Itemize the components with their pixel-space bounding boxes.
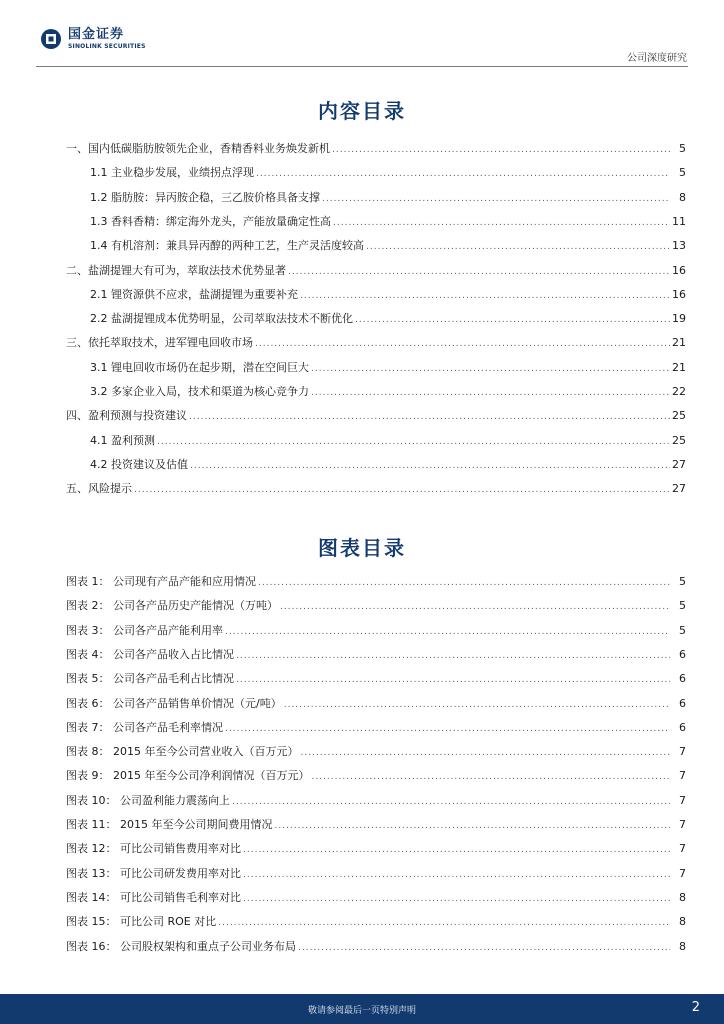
dot-leader <box>322 194 670 204</box>
dot-leader <box>243 894 670 904</box>
toc-entry-page: 5 <box>679 166 686 180</box>
toc-entry-page: 7 <box>679 866 686 880</box>
dot-leader <box>256 169 670 179</box>
toc-entry-page: 6 <box>679 672 686 686</box>
dot-leader <box>366 242 670 252</box>
dot-leader <box>280 602 670 612</box>
toc-entry[interactable] <box>66 865 686 885</box>
dot-leader <box>311 364 670 374</box>
toc-entry[interactable] <box>90 359 686 379</box>
toc-entry-label: 四、盈利预测与投资建议 <box>66 409 187 423</box>
dot-leader <box>333 218 670 228</box>
toc-entry[interactable] <box>90 383 686 403</box>
toc-entry[interactable] <box>66 140 686 160</box>
toc-entry[interactable] <box>66 480 686 500</box>
toc-entry-label: 图表 3： 公司各产品产能利用率 <box>66 623 223 637</box>
toc-entry-label: 一、国内低碳脂肪胺领先企业，香精香料业务焕发新机 <box>66 142 330 155</box>
toc-entry-label: 1.2 脂肪胺：异丙胺企稳，三乙胺价格具备支撑 <box>90 190 320 204</box>
toc-entry-label: 2.2 盐湖提锂成本优势明显，公司萃取法技术不断优化 <box>90 312 353 326</box>
company-logo <box>40 28 146 50</box>
toc-entry-label: 1.3 香料香精：绑定海外龙头，产能放量确定性高 <box>90 214 331 228</box>
toc-entry-label: 图表 14： 可比公司销售毛利率对比 <box>66 890 241 904</box>
toc-entry-page: 16 <box>672 263 686 277</box>
toc-entry-label: 4.1 盈利预测 <box>90 433 155 447</box>
toc-entry-page: 13 <box>672 239 686 253</box>
dot-leader <box>243 845 670 855</box>
toc-entry[interactable] <box>90 286 686 306</box>
dot-leader <box>225 627 670 637</box>
dot-leader <box>274 821 670 831</box>
toc-entry-label: 图表 6： 公司各产品销售单价情况（元/吨） <box>66 696 282 710</box>
toc-entry-label: 五、风险提示 <box>66 482 132 496</box>
toc-entry-label: 图表 9： 2015 年至今公司净利润情况（百万元） <box>66 769 310 783</box>
toc-entry-page: 25 <box>672 409 686 423</box>
toc-entry-page: 5 <box>679 599 686 613</box>
dot-leader <box>311 772 670 782</box>
toc-entry-page: 27 <box>672 457 686 471</box>
toc-entry-label: 2.1 锂资源供不应求，盐湖提锂为重要补充 <box>90 287 298 301</box>
toc-entry-label: 图表 13： 可比公司研发费用率对比 <box>66 866 241 880</box>
dot-leader <box>284 700 670 710</box>
toc-entry[interactable] <box>66 719 686 739</box>
toc-entry-label: 图表 10： 公司盈利能力震荡向上 <box>66 793 230 807</box>
dot-leader <box>300 748 670 758</box>
dot-leader <box>236 675 670 685</box>
toc-entry-page: 16 <box>672 287 686 301</box>
dot-leader <box>189 412 670 422</box>
toc-entry-page: 11 <box>672 214 686 228</box>
dot-leader <box>311 388 670 398</box>
toc-entry-label: 图表 4： 公司各产品收入占比情况 <box>66 647 234 661</box>
dot-leader <box>255 339 670 349</box>
logo-chinese-name: 国金证券 <box>68 27 125 42</box>
toc-entry[interactable] <box>90 213 686 233</box>
toc-entry-page: 21 <box>672 336 686 350</box>
dot-leader <box>332 145 670 155</box>
toc-entry-page: 19 <box>672 312 686 326</box>
toc-entry[interactable] <box>90 164 686 184</box>
toc-entry-label: 1.1 主业稳步发展，业绩拐点浮现 <box>90 166 254 180</box>
toc-entry-label: 图表 5： 公司各产品毛利占比情况 <box>66 672 234 686</box>
toc-entry-page: 7 <box>679 818 686 831</box>
toc-entry[interactable] <box>66 407 686 427</box>
toc-entry-label: 图表 1： 公司现有产品产能和应用情况 <box>66 575 256 588</box>
toc-entry[interactable] <box>90 432 686 452</box>
report-type-label: 公司深度研究 <box>627 53 687 64</box>
toc-entry-label: 图表 2： 公司各产品历史产能情况（万吨） <box>66 599 278 613</box>
dot-leader <box>218 918 670 928</box>
toc-entry-label: 图表 8： 2015 年至今公司营业收入（百万元） <box>66 745 299 759</box>
toc-entry[interactable] <box>66 622 686 642</box>
toc-entry[interactable] <box>66 334 686 354</box>
toc-entry-page: 22 <box>672 385 686 398</box>
toc-entry-page: 27 <box>672 482 686 496</box>
toc-entry-label: 4.2 投资建议及估值 <box>90 457 188 471</box>
dot-leader <box>190 461 670 471</box>
toc-entry-page: 8 <box>679 190 686 204</box>
contents-title: 内容目录 <box>318 99 406 123</box>
toc-entry[interactable] <box>66 597 686 617</box>
toc-entry[interactable] <box>66 767 686 787</box>
toc-entry[interactable] <box>66 938 686 958</box>
toc-entry[interactable] <box>66 816 686 836</box>
figures-title: 图表目录 <box>318 536 406 560</box>
toc-entry[interactable] <box>66 840 686 860</box>
toc-entry-label: 图表 12： 可比公司销售费用率对比 <box>66 842 241 856</box>
toc-entry[interactable] <box>90 189 686 209</box>
header-divider <box>36 66 688 67</box>
toc-entry-label: 3.2 多家企业入局，技术和渠道为核心竞争力 <box>90 385 309 398</box>
toc-entry-label: 三、依托萃取技术，进军锂电回收市场 <box>66 336 253 350</box>
dot-leader <box>298 943 670 953</box>
toc-entry[interactable] <box>90 237 686 257</box>
toc-entry[interactable] <box>66 889 686 909</box>
toc-entry-page: 5 <box>679 142 686 155</box>
page-number: 2 <box>691 1000 700 1015</box>
toc-entry-page: 6 <box>679 647 686 661</box>
dot-leader <box>225 724 670 734</box>
dot-leader <box>355 315 670 325</box>
toc-entry[interactable] <box>66 695 686 715</box>
toc-entry-page: 5 <box>679 623 686 637</box>
logo-english-name: SINOLINK SECURITIES <box>68 43 146 50</box>
dot-leader <box>157 437 670 447</box>
toc-entry-page: 25 <box>672 433 686 447</box>
toc-entry[interactable] <box>66 646 686 666</box>
toc-entry-label: 图表 16： 公司股权架构和重点子公司业务布局 <box>66 939 296 953</box>
toc-entry-page: 21 <box>672 360 686 374</box>
page-footer <box>0 994 724 1024</box>
toc-entry-label: 3.1 锂电回收市场仍在起步期，潜在空间巨大 <box>90 360 309 374</box>
dot-leader <box>243 870 670 880</box>
sinolink-logo-icon <box>40 28 62 50</box>
toc-entry-page: 6 <box>679 696 686 710</box>
toc-entry-label: 二、盐湖提锂大有可为，萃取法技术优势显著 <box>66 263 286 277</box>
dot-leader <box>258 578 670 588</box>
dot-leader <box>134 485 670 495</box>
toc-entry-page: 8 <box>679 890 686 904</box>
toc-entry-page: 8 <box>679 915 686 929</box>
toc-entry[interactable] <box>66 573 686 593</box>
toc-entry-label: 图表 7： 公司各产品毛利率情况 <box>66 720 223 734</box>
page-header <box>0 0 724 70</box>
toc-entry-page: 5 <box>679 575 686 588</box>
footer-disclaimer: 敬请参阅最后一页特别声明 <box>307 1006 416 1016</box>
toc-entry[interactable] <box>66 670 686 690</box>
toc-entry[interactable] <box>66 262 686 282</box>
toc-entry[interactable] <box>66 913 686 933</box>
toc-entry[interactable] <box>66 792 686 812</box>
dot-leader <box>232 797 670 807</box>
toc-entry[interactable] <box>90 456 686 476</box>
toc-entry-label: 1.4 有机溶剂：兼具异丙醇的两种工艺，生产灵活度较高 <box>90 239 364 253</box>
toc-entry-page: 7 <box>679 745 686 759</box>
toc-entry-page: 7 <box>679 769 686 783</box>
dot-leader <box>300 291 670 301</box>
toc-entry[interactable] <box>66 743 686 763</box>
dot-leader <box>236 651 670 661</box>
toc-entry-page: 7 <box>679 842 686 856</box>
toc-entry-page: 6 <box>679 720 686 734</box>
dot-leader <box>288 267 670 277</box>
toc-entry-label: 图表 11： 2015 年至今公司期间费用情况 <box>66 818 273 831</box>
toc-entry-label: 图表 15： 可比公司 ROE 对比 <box>66 915 217 929</box>
toc-entry-page: 7 <box>679 793 686 807</box>
toc-entry-page: 8 <box>679 939 686 953</box>
toc-entry[interactable] <box>90 310 686 330</box>
